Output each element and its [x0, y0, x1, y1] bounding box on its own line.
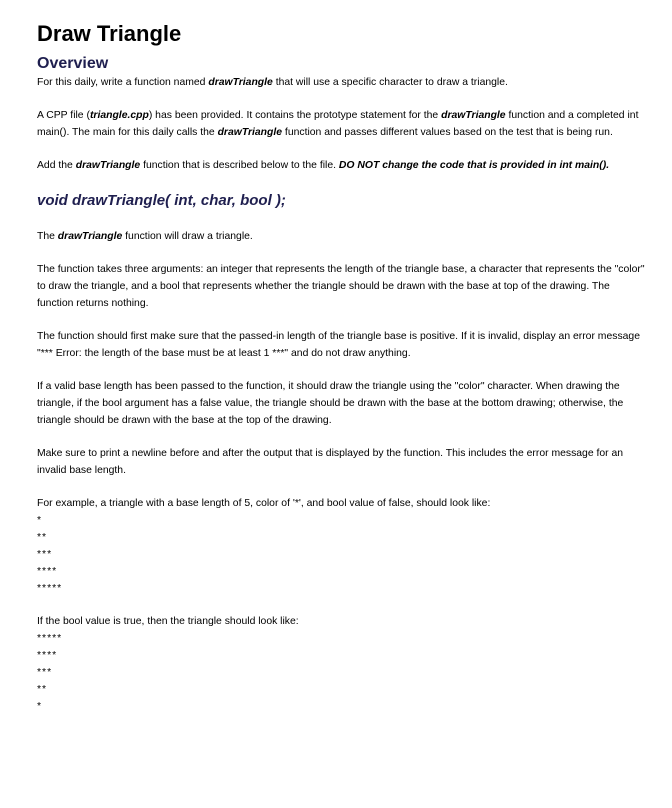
pattern-line: * — [37, 701, 43, 712]
triangle-pattern-false — [37, 512, 672, 597]
pattern-line: **** — [37, 566, 58, 577]
validation-paragraph: The function should first make sure that the passed-in length of the triangle base is positive. If it is invalid, display an error message "*** Error: the length of the base must be at least 1 ***" and do not draw anything. — [37, 331, 640, 359]
page-title: Draw Triangle — [37, 21, 182, 46]
intro-paragraph: For this daily, write a function named drawTriangle that will use a specific character to draw a triangle. — [37, 77, 508, 88]
example-true-paragraph: If the bool value is true, then the triangle should look like: — [37, 616, 299, 627]
drawing-paragraph: If a valid base length has been passed to the function, it should draw the triangle using the "color" character. When drawing the triangle, if the bool argument has a false value, the triangle should be drawn with the base at the bottom drawing; otherwise, the triangle should be drawn with the base at the top of the drawing. — [37, 381, 624, 426]
pattern-line: ***** — [37, 583, 63, 594]
overview-heading: Overview — [37, 55, 109, 72]
pattern-line: *** — [37, 549, 53, 560]
pattern-line: ** — [37, 532, 48, 543]
add-paragraph: Add the drawTriangle function that is described below to the file. DO NOT change the code that is provided in int main(). — [37, 160, 610, 171]
cpp-paragraph: A CPP file (triangle.cpp) has been provided. It contains the prototype statement for the drawTriangle function and a completed int main(). The main for this daily calls the drawTriangle function and passes different values based on the test that is being run. — [37, 110, 639, 138]
pattern-line: **** — [37, 650, 58, 661]
newline-paragraph: Make sure to print a newline before and after the output that is displayed by the function. This includes the error message for an invalid base length. — [37, 448, 624, 476]
function-desc-paragraph: The drawTriangle function will draw a triangle. — [37, 231, 253, 242]
arguments-paragraph: The function takes three arguments: an integer that represents the length of the triangle base, a character that represents the "color" to draw the triangle, and a bool that represents whether the triangle should be drawn with the base at top of the drawing. The function returns nothing. — [37, 264, 645, 309]
pattern-line: ** — [37, 684, 48, 695]
pattern-line: *** — [37, 667, 53, 678]
pattern-line: * — [37, 515, 43, 526]
pattern-line: ***** — [37, 633, 63, 644]
triangle-pattern-true — [37, 630, 672, 715]
example-false-paragraph: For example, a triangle with a base length of 5, color of '*', and bool value of false, should look like: — [37, 498, 491, 509]
function-signature-heading: void drawTriangle( int, char, bool ); — [37, 192, 286, 209]
